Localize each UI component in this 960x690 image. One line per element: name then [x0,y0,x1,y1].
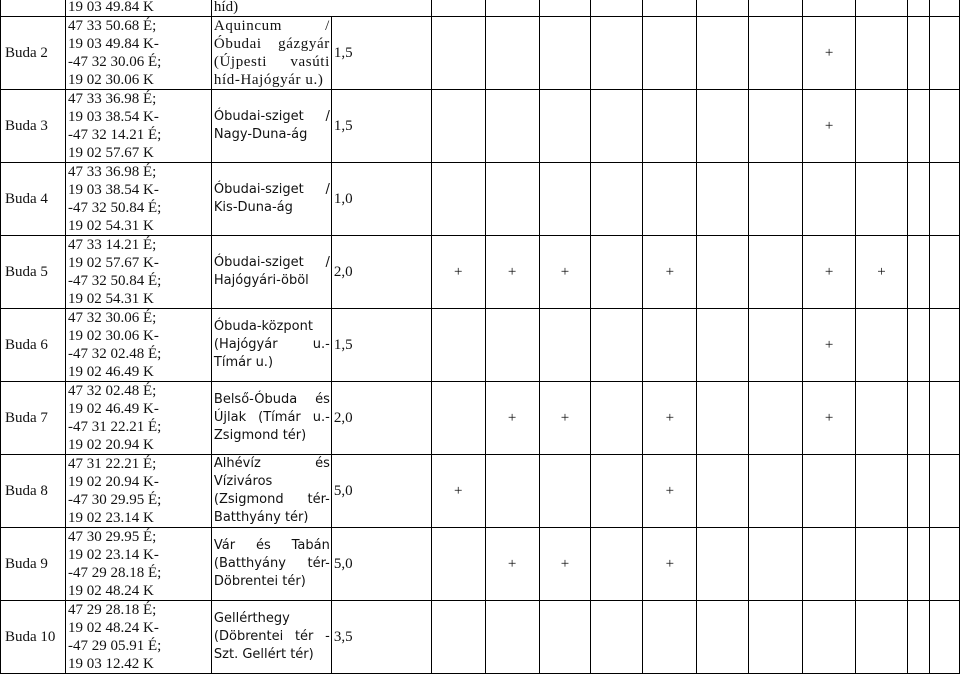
site-name: Buda 4 [1,163,66,236]
coordinate-line: 47 29 28.18 É; [67,602,157,618]
presence-mark: + [643,528,697,601]
presence-mark: + [803,17,856,90]
table-row [1,601,960,674]
coordinate-line: -47 32 50.84 É; [67,273,162,289]
coordinate-line: -47 31 22.21 É; [67,419,162,435]
presence-mark [929,17,959,90]
presence-mark: + [803,309,856,382]
table-row [1,455,960,528]
presence-mark [539,309,591,382]
presence-mark [907,528,929,601]
presence-mark [697,17,749,90]
presence-mark [591,528,643,601]
coordinate-line: 47 33 50.68 É; [67,18,157,34]
coordinate-line: 19 02 30.06 K- [67,328,159,344]
presence-mark [856,601,908,674]
presence-mark [485,90,539,163]
table-row [1,309,960,382]
length-value: 3,5 [331,601,431,674]
coordinate-cell [65,528,211,601]
coordinate-line: 47 31 22.21 É; [67,456,157,472]
presence-mark: + [485,236,539,309]
mark-cell [643,0,697,17]
coordinate-line: 19 02 57.67 K [67,145,154,161]
presence-mark [856,528,908,601]
presence-mark [591,90,643,163]
presence-mark: + [803,382,856,455]
presence-mark: + [431,236,485,309]
site-name: Buda 10 [1,601,66,674]
presence-mark [539,455,591,528]
presence-mark [803,163,856,236]
coordinate-line: -47 32 02.48 É; [67,346,162,362]
mark-cell [697,0,749,17]
coordinate-line: -47 32 14.21 É; [67,127,162,143]
presence-mark [431,17,485,90]
presence-mark: + [539,528,591,601]
coordinate-cell [65,382,211,455]
coordinate-line: 19 02 48.24 K- [67,620,159,636]
area-cell: híd) [211,0,431,17]
presence-mark [856,17,908,90]
presence-mark [749,309,803,382]
coordinate-line: -47 29 05.91 É; [67,638,162,654]
presence-mark [697,90,749,163]
presence-mark [697,528,749,601]
presence-mark [749,236,803,309]
presence-mark [929,163,959,236]
table-row [1,528,960,601]
table-row-continuation [1,0,960,17]
presence-mark [697,601,749,674]
presence-mark [485,601,539,674]
coordinate-line: -47 30 29.95 É; [67,492,162,508]
presence-mark [749,455,803,528]
site-name: Buda 2 [1,17,66,90]
length-value: 5,0 [331,528,431,601]
length-value: 5,0 [331,455,431,528]
coordinate-line: 47 32 02.48 É; [67,383,157,399]
site-name: Buda 6 [1,309,66,382]
presence-mark [907,90,929,163]
length-value: 1,5 [331,309,431,382]
table-row [1,90,960,163]
area-text: Óbuda-központ (Hajógyár u.-Tímár u.) [213,319,330,370]
presence-mark [591,309,643,382]
coordinate-line: -47 32 50.84 É; [67,200,162,216]
presence-mark [907,455,929,528]
presence-mark [431,528,485,601]
area-description [211,163,331,236]
coordinate-cell [65,455,211,528]
presence-mark [749,17,803,90]
presence-mark [643,90,697,163]
area-text: Óbudai-sziget / Kis-Duna-ág [213,182,330,215]
presence-mark [907,601,929,674]
presence-mark [749,528,803,601]
presence-mark: + [803,236,856,309]
presence-mark [539,601,591,674]
presence-mark [907,236,929,309]
coordinate-line: 19 02 20.94 K- [67,474,159,490]
coordinate-line: 47 33 36.98 É; [67,91,157,107]
presence-mark [643,17,697,90]
presence-mark [856,90,908,163]
presence-mark [856,382,908,455]
presence-mark [431,601,485,674]
presence-mark: + [485,382,539,455]
presence-mark: + [485,528,539,601]
presence-mark [749,163,803,236]
area-description [211,601,331,674]
coordinate-line: 19 02 46.49 K- [67,401,159,417]
presence-mark: + [643,382,697,455]
coordinate-line: 19 02 46.49 K [67,364,154,380]
presence-mark [591,17,643,90]
presence-mark [591,236,643,309]
mark-cell [856,0,908,17]
coordinate-cell [65,236,211,309]
area-description [211,382,331,455]
presence-mark [749,601,803,674]
coordinate-line: 19 02 57.67 K- [67,255,159,271]
presence-mark [643,601,697,674]
presence-mark [697,382,749,455]
presence-mark [431,163,485,236]
presence-mark: + [539,382,591,455]
presence-mark [431,90,485,163]
coordinate-line: 19 03 38.54 K- [67,109,159,125]
presence-mark [907,382,929,455]
area-description [211,528,331,601]
presence-mark: + [539,236,591,309]
table-row [1,17,960,90]
mark-cell [803,0,856,17]
length-value: 1,0 [331,163,431,236]
presence-mark [749,90,803,163]
presence-mark [929,309,959,382]
mark-cell [539,0,591,17]
presence-mark [539,17,591,90]
presence-mark [907,309,929,382]
coordinate-cell: 19 03 49.84 K [65,0,211,17]
presence-mark [431,309,485,382]
mark-cell [749,0,803,17]
coordinate-line: 19 02 54.31 K [67,218,154,234]
presence-mark [643,163,697,236]
name-cell [1,0,66,17]
presence-mark [539,90,591,163]
coordinate-line: 47 32 30.06 É; [67,310,157,326]
presence-mark [697,163,749,236]
area-text: Aquincum / Óbudai gázgyár (Újpesti vasúti híd-Hajógyár u.) [213,18,330,88]
presence-mark [697,455,749,528]
coordinate-cell [65,163,211,236]
coordinate-line: 19 02 30.06 K [67,72,154,88]
coordinate-line: -47 32 30.06 É; [67,54,162,70]
area-text: Belső-Óbuda és Újlak (Tímár u.-Zsigmond tér) [213,392,330,443]
coordinate-line: 19 02 48.24 K [67,583,154,599]
coordinate-line: 19 02 54.31 K [67,291,154,307]
area-description [211,309,331,382]
presence-mark [591,455,643,528]
area-text: Vár és Tabán (Batthyány tér-Döbrentei tér) [213,538,330,589]
presence-mark: + [431,455,485,528]
presence-mark [697,309,749,382]
presence-mark [929,236,959,309]
table-row [1,163,960,236]
coordinate-line: 47 33 14.21 É; [67,237,157,253]
presence-mark [856,163,908,236]
mark-cell [485,0,539,17]
area-description [211,17,331,90]
mark-cell [431,0,485,17]
presence-mark [591,163,643,236]
coordinate-line: 47 33 36.98 É; [67,164,157,180]
coordinate-line: 19 02 20.94 K [67,437,154,453]
presence-mark [591,382,643,455]
length-value: 1,5 [331,17,431,90]
presence-mark [431,382,485,455]
area-description [211,455,331,528]
presence-mark: + [803,90,856,163]
presence-mark [907,17,929,90]
presence-mark [929,90,959,163]
presence-mark [697,236,749,309]
presence-mark [856,455,908,528]
presence-mark [591,601,643,674]
mark-cell [591,0,643,17]
table-row [1,382,960,455]
presence-mark [803,455,856,528]
coordinate-cell [65,601,211,674]
presence-mark [929,601,959,674]
coordinate-cell [65,309,211,382]
site-name: Buda 8 [1,455,66,528]
presence-mark [485,309,539,382]
presence-mark [929,382,959,455]
presence-mark: + [643,455,697,528]
length-value: 1,5 [331,90,431,163]
presence-mark [803,601,856,674]
presence-mark [929,528,959,601]
coordinate-line: 19 03 49.84 K- [67,36,159,52]
coordinate-line: -47 29 28.18 É; [67,565,162,581]
presence-mark [907,163,929,236]
table-row [1,236,960,309]
mark-cell [929,0,959,17]
presence-mark [485,17,539,90]
area-description [211,236,331,309]
coordinate-line: 19 02 23.14 K [67,510,154,526]
area-text: Gellérthegy (Döbrentei tér - Szt. Gellért tér) [213,611,330,662]
coordinate-line: 19 03 38.54 K- [67,182,159,198]
presence-mark [539,163,591,236]
area-text: Óbudai-sziget / Nagy-Duna-ág [213,109,330,142]
presence-mark [749,382,803,455]
presence-mark: + [643,236,697,309]
area-text: Alhévíz és Víziváros (Zsigmond tér-Batthyány tér) [213,456,330,525]
presence-mark [856,309,908,382]
mark-cell [907,0,929,17]
presence-mark [485,455,539,528]
site-name: Buda 3 [1,90,66,163]
area-text: Óbudai-sziget / Hajógyári-öböl [213,255,330,288]
length-value: 2,0 [331,236,431,309]
coordinate-cell [65,90,211,163]
presence-mark [803,528,856,601]
presence-mark [643,309,697,382]
area-description [211,90,331,163]
coordinate-line: 47 30 29.95 É; [67,529,157,545]
presence-mark [929,455,959,528]
site-name: Buda 9 [1,528,66,601]
site-name: Buda 7 [1,382,66,455]
presence-mark [485,163,539,236]
site-name: Buda 5 [1,236,66,309]
length-value: 2,0 [331,382,431,455]
coordinate-cell [65,17,211,90]
coordinate-line: 19 02 23.14 K- [67,547,159,563]
coordinate-line: 19 03 12.42 K [67,656,154,672]
presence-mark: + [856,236,908,309]
